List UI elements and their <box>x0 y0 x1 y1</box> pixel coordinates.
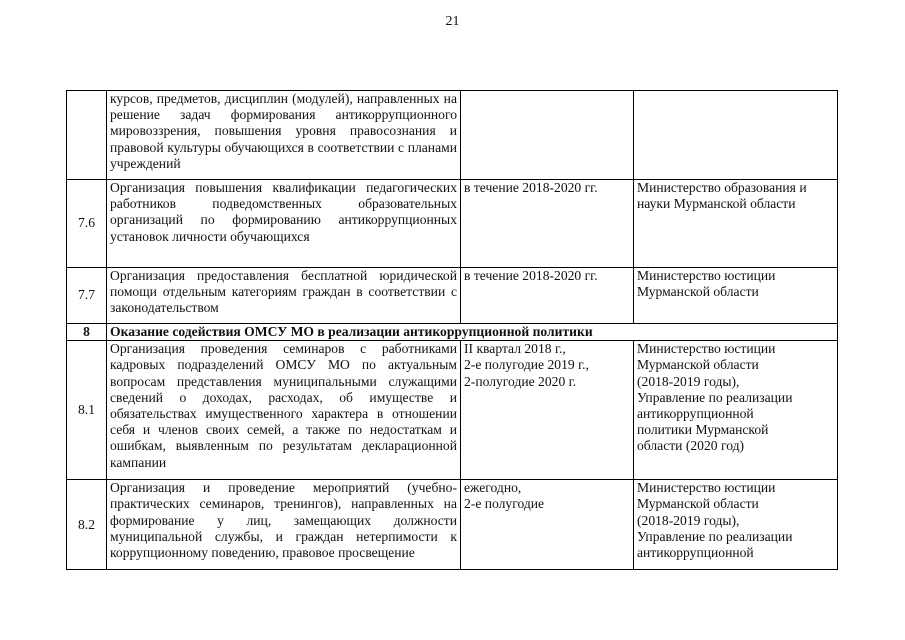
row-responsible: Министерство юстиции Мурманской области (2018-2019 годы), Управление по реализации антикоррупционной <box>634 480 838 570</box>
row-term: ежегодно, 2-е полугодие <box>461 480 634 570</box>
row-activity: Организация проведения семинаров с работниками кадровых подразделений ОМСУ МО по актуальным вопросам представления муниципальными служащими сведений о доходах, расходах, об имуществе и обязательствах имущественного характера в отношении себя и членов своих семей, а также по недостаткам и ошибкам, выявленным по результатам декларационной кампании <box>107 341 461 480</box>
row-number: 8.2 <box>67 480 107 570</box>
row-activity: Организация повышения квалификации педагогических работников подведомственных образовательных организаций по формированию антикоррупционных установок личности обучающихся <box>107 180 461 268</box>
section-number: 8 <box>67 324 107 341</box>
row-responsible: Министерство юстиции Мурманской области (2018-2019 годы), Управление по реализации антикоррупционной политики Мурманской области (2020 год) <box>634 341 838 480</box>
section-title: Оказание содействия ОМСУ МО в реализации антикоррупционной политики <box>107 324 838 341</box>
row-term: в течение 2018-2020 гг. <box>461 268 634 324</box>
action-plan-table <box>66 90 838 570</box>
table-row <box>67 341 838 480</box>
section-header-row <box>67 324 838 341</box>
table-row <box>67 91 838 180</box>
row-activity: курсов, предметов, дисциплин (модулей), направленных на решение задач формирования антикоррупционного мировоззрения, повышения уровня правосознания и правовой культуры обучающихся в соответствии с планами учреждений <box>107 91 461 180</box>
row-number: 7.6 <box>67 180 107 268</box>
row-number: 8.1 <box>67 341 107 480</box>
row-number <box>67 91 107 180</box>
row-term: II квартал 2018 г., 2-е полугодие 2019 г., 2-полугодие 2020 г. <box>461 341 634 480</box>
row-responsible: Министерство юстиции Мурманской области <box>634 268 838 324</box>
row-responsible: Министерство образования и науки Мурманской области <box>634 180 838 268</box>
row-activity: Организация предоставления бесплатной юридической помощи отдельным категориям граждан в соответствии с законодательством <box>107 268 461 324</box>
row-term <box>461 91 634 180</box>
page-number: 21 <box>445 14 460 29</box>
row-term: в течение 2018-2020 гг. <box>461 180 634 268</box>
row-responsible <box>634 91 838 180</box>
table-row <box>67 480 838 570</box>
table-row <box>67 268 838 324</box>
row-number: 7.7 <box>67 268 107 324</box>
table-row <box>67 180 838 268</box>
row-activity: Организация и проведение мероприятий (учебно-практических семинаров, тренингов), направленных на формирование у лиц, замещающих должности муниципальной службы, и граждан нетерпимости к коррупционному поведению, правовое просвещение <box>107 480 461 570</box>
